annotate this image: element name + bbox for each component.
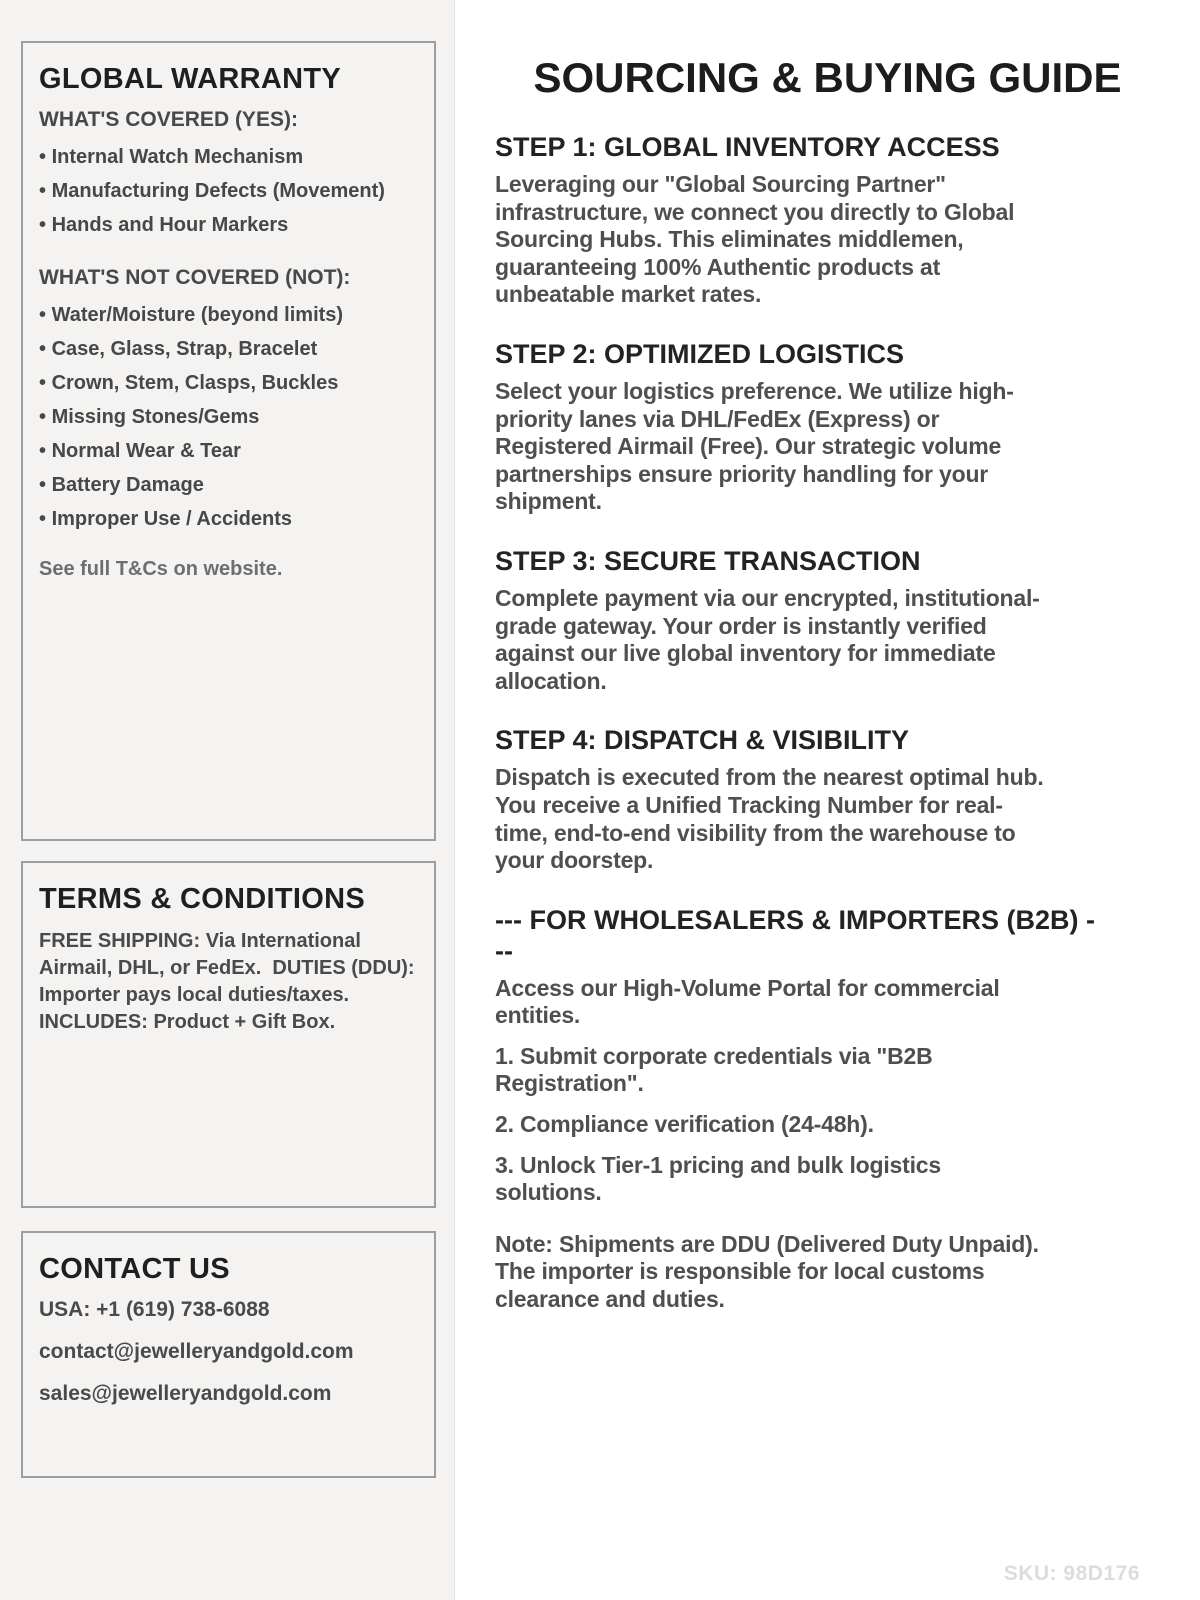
step-3-heading: STEP 3: SECURE TRANSACTION <box>495 545 921 576</box>
step-4-section <box>495 725 1160 874</box>
step-2-body: Select your logistics preference. We utilize high-priority lanes via DHL/FedEx (Express) or Registered Airmail (Free). Our strategic volume partnerships ensure priority handling for your shipment. <box>495 377 1014 515</box>
b2b-section <box>495 905 1160 1314</box>
not-covered-list <box>39 304 418 530</box>
step-2-section <box>495 339 1160 516</box>
contact-panel <box>21 1231 436 1478</box>
terms-body: FREE SHIPPING: Via International Airmail, DHL, or FedEx. DUTIES (DDU): Importer pays local duties/taxes. INCLUDES: Product + Gift Box. <box>39 930 421 1033</box>
b2b-intro: Access our High-Volume Portal for commercial entities. <box>495 974 1000 1029</box>
list-item: • Crown, Stem, Clasps, Buckles <box>39 372 418 394</box>
list-item: • Internal Watch Mechanism <box>39 146 418 168</box>
b2b-item-1: 1. Submit corporate credentials via "B2B Registration". <box>495 1042 933 1097</box>
sidebar <box>0 0 455 1600</box>
step-1-body: Leveraging our "Global Sourcing Partner" infrastructure, we connect you directly to Global Sourcing Hubs. This eliminates middlemen, guaranteeing 100% Authentic products at unbeatable market rates. <box>495 171 1015 308</box>
contact-sales-email: sales@jewelleryandgold.com <box>39 1382 332 1405</box>
b2b-heading: --- FOR WHOLESALERS & IMPORTERS (B2B) --- <box>495 904 1095 966</box>
list-item: • Manufacturing Defects (Movement) <box>39 180 418 202</box>
warranty-title: GLOBAL WARRANTY <box>39 63 342 95</box>
contact-phone: USA: +1 (619) 738-6088 <box>39 1298 270 1321</box>
terms-title: TERMS & CONDITIONS <box>39 883 366 915</box>
warranty-footnote: See full T&Cs on website. <box>39 558 283 580</box>
main-content <box>455 0 1200 1600</box>
step-3-section <box>495 546 1160 695</box>
b2b-item-3: 3. Unlock Tier-1 pricing and bulk logistics solutions. <box>495 1151 941 1206</box>
b2b-item-2: 2. Compliance verification (24-48h). <box>495 1111 874 1138</box>
global-warranty-panel <box>21 41 436 841</box>
list-item: • Case, Glass, Strap, Bracelet <box>39 338 418 360</box>
contact-title: CONTACT US <box>39 1253 230 1285</box>
list-item: • Missing Stones/Gems <box>39 406 418 428</box>
not-covered-title: WHAT'S NOT COVERED (NOT): <box>39 266 351 289</box>
sku-label: SKU: 98D176 <box>1003 1562 1140 1585</box>
step-2-heading: STEP 2: OPTIMIZED LOGISTICS <box>495 338 905 369</box>
list-item: • Normal Wear & Tear <box>39 440 418 462</box>
step-4-body: Dispatch is executed from the nearest optimal hub. You receive a Unified Tracking Number for real-time, end-to-end visibility from the warehouse to your doorstep. <box>495 764 1044 874</box>
step-1-heading: STEP 1: GLOBAL INVENTORY ACCESS <box>495 132 1000 162</box>
list-item: • Improper Use / Accidents <box>39 508 418 530</box>
list-item: • Hands and Hour Markers <box>39 214 418 236</box>
page-title: SOURCING & BUYING GUIDE <box>533 54 1122 101</box>
b2b-note: Note: Shipments are DDU (Delivered Duty Unpaid). The importer is responsible for local customs clearance and duties. <box>495 1230 1039 1313</box>
list-item: • Water/Moisture (beyond limits) <box>39 304 418 326</box>
covered-title: WHAT'S COVERED (YES): <box>39 108 298 131</box>
step-3-body: Complete payment via our encrypted, institutional-grade gateway. Your order is instantly verified against our live global inventory for immediate allocation. <box>495 584 1040 694</box>
terms-panel <box>21 861 436 1208</box>
contact-email: contact@jewelleryandgold.com <box>39 1340 354 1363</box>
step-4-heading: STEP 4: DISPATCH & VISIBILITY <box>495 725 910 756</box>
step-1-section <box>495 132 1160 309</box>
list-item: • Battery Damage <box>39 474 418 496</box>
covered-list <box>39 146 418 236</box>
